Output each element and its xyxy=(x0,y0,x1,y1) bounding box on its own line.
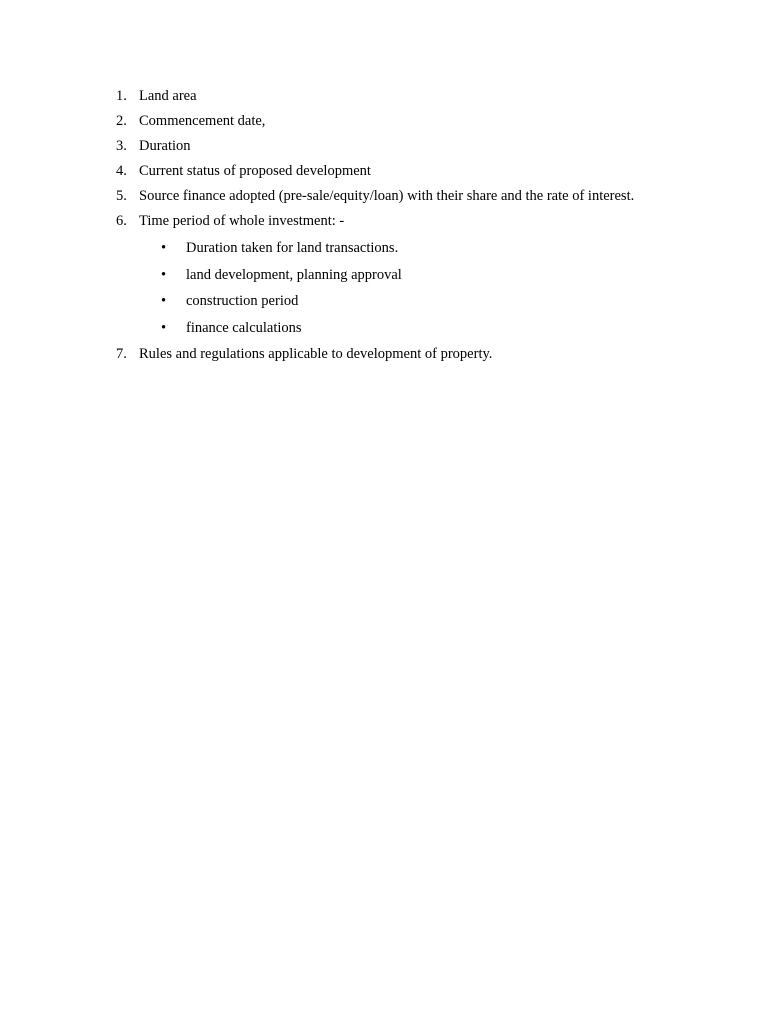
item-text: Time period of whole investment: - xyxy=(139,213,345,229)
item-number: 1. xyxy=(116,88,127,104)
item-text: Source finance adopted (pre-sale/equity/loan) with their share and the rate of interest. xyxy=(139,188,635,204)
bullet-icon: • xyxy=(161,320,167,336)
item-number: 6. xyxy=(116,213,127,229)
sub-item-text: Duration taken for land transactions. xyxy=(186,240,399,256)
sub-item-text: land development, planning approval xyxy=(186,267,402,283)
sub-item-text: finance calculations xyxy=(186,320,302,336)
item-number: 3. xyxy=(116,138,127,154)
item-text: Land area xyxy=(139,88,197,104)
sub-item-text: construction period xyxy=(186,293,299,309)
item-text: Commencement date, xyxy=(139,113,266,129)
bullet-icon: • xyxy=(161,293,167,309)
item-number: 4. xyxy=(116,163,127,179)
item-text: Rules and regulations applicable to development of property. xyxy=(139,346,493,362)
bullet-icon: • xyxy=(161,240,167,256)
item-text: Current status of proposed development xyxy=(139,163,371,179)
bullet-icon: • xyxy=(161,267,167,283)
item-number: 2. xyxy=(116,113,127,129)
item-number: 7. xyxy=(116,346,127,362)
item-number: 5. xyxy=(116,188,127,204)
item-text: Duration xyxy=(139,138,191,154)
